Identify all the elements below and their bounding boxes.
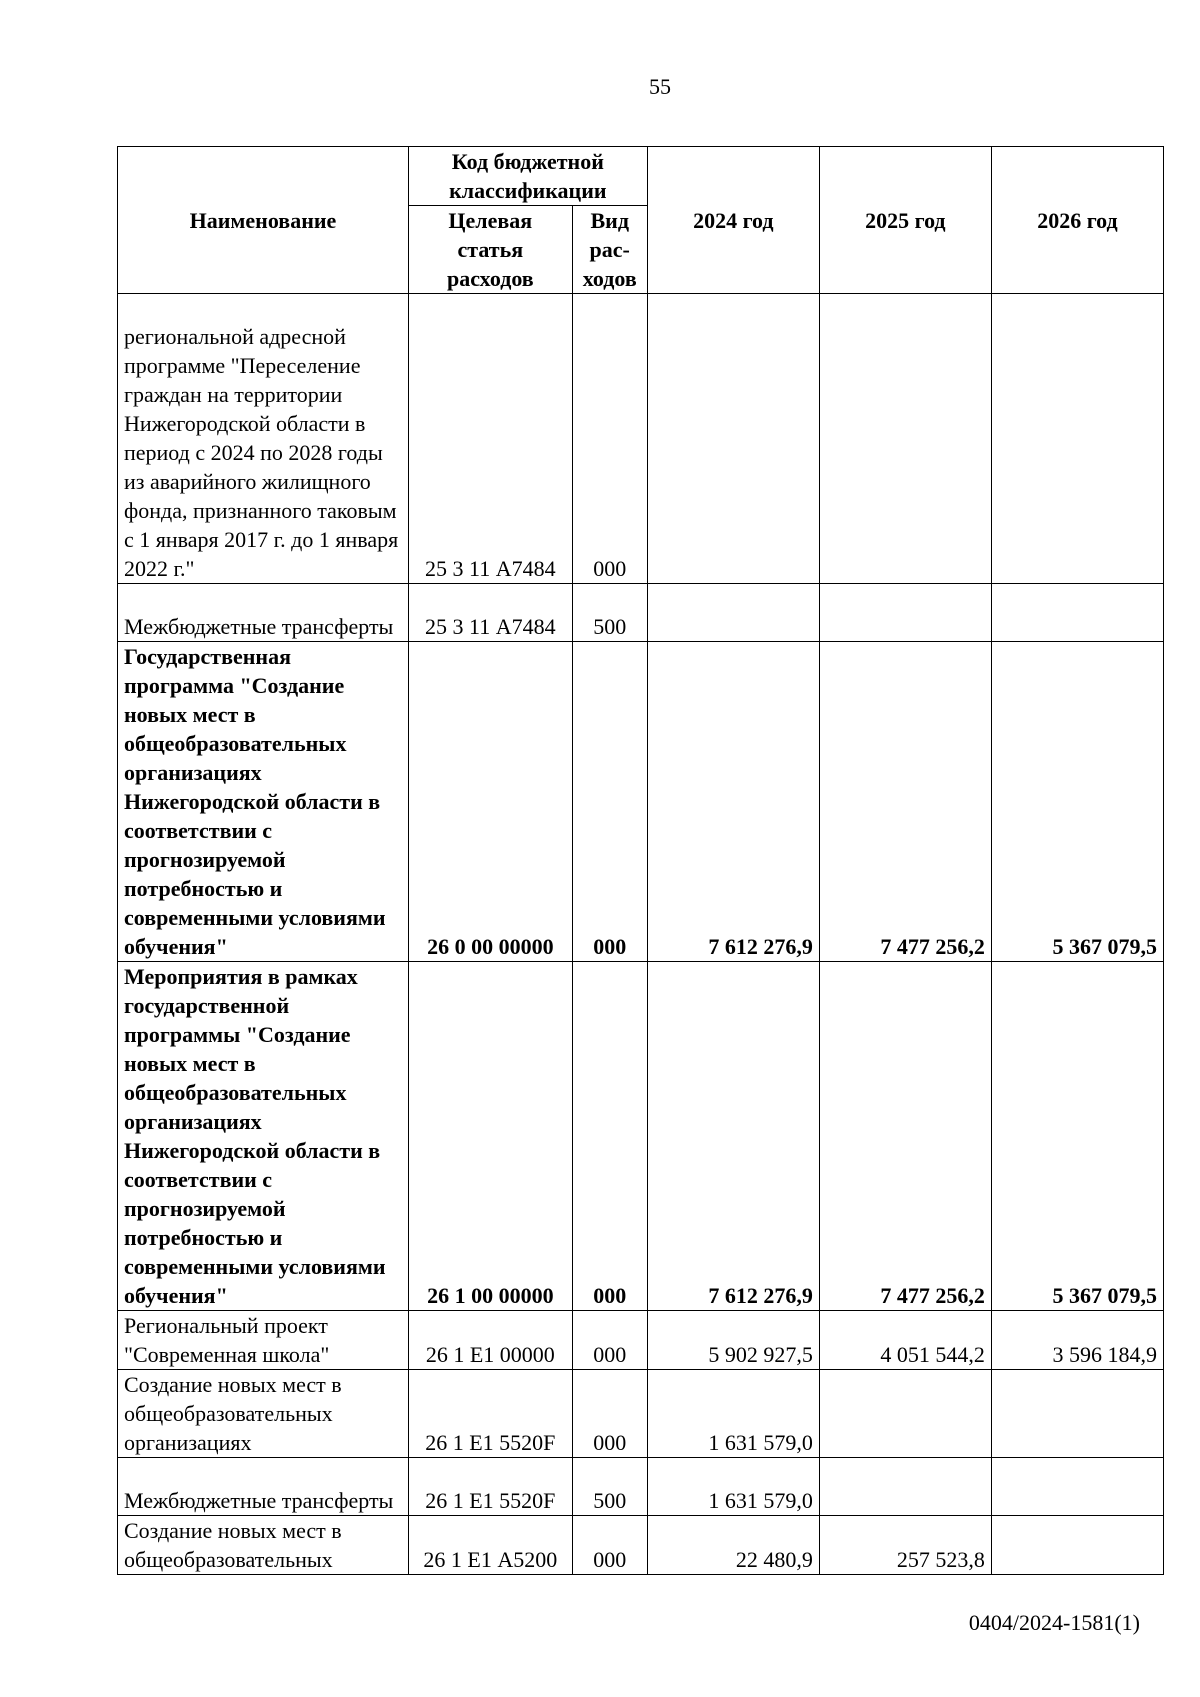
row-value-2026 (991, 1370, 1163, 1458)
header-target-article: Целевая статья расходов (408, 206, 572, 294)
row-name: Межбюджетные трансферты (118, 1458, 409, 1516)
row-target-article: 26 1 Е1 5520F (408, 1370, 572, 1458)
row-expense-type: 000 (572, 962, 647, 1311)
row-target-article: 26 1 Е1 00000 (408, 1311, 572, 1370)
table-row (118, 962, 1164, 1311)
row-value-2025 (819, 1370, 991, 1458)
header-year-2026: 2026 год (991, 147, 1163, 294)
row-name: Создание новых мест в общеобразовательных (118, 1516, 409, 1575)
header-expense-type: Вид рас-ходов (572, 206, 647, 294)
header-code-group: Код бюджетной классификации (408, 147, 647, 206)
row-value-2024: 7 612 276,9 (647, 642, 819, 962)
row-value-2025: 7 477 256,2 (819, 642, 991, 962)
row-name: Государственная программа "Создание новых мест в общеобразовательных организациях Нижегородской области в соответствии с прогнозируемой потребностью и современными условиями обучения" (118, 642, 409, 962)
row-expense-type: 500 (572, 1458, 647, 1516)
row-value-2024: 1 631 579,0 (647, 1458, 819, 1516)
row-expense-type: 500 (572, 584, 647, 642)
row-name: Региональный проект "Современная школа" (118, 1311, 409, 1370)
row-name: региональной адресной программе "Переселение граждан на территории Нижегородской области в период с 2024 по 2028 годы из аварийного жилищного фонда, признанного таковым с 1 января 2017 г. до 1 января 2022 г." (118, 294, 409, 584)
row-value-2026: 5 367 079,5 (991, 642, 1163, 962)
row-name: Мероприятия в рамках государственной программы "Создание новых мест в общеобразовательных организациях Нижегородской области в соответствии с прогнозируемой потребностью и современными условиями обучения" (118, 962, 409, 1311)
row-target-article: 25 3 11 А7484 (408, 584, 572, 642)
row-value-2025: 257 523,8 (819, 1516, 991, 1575)
row-expense-type: 000 (572, 1311, 647, 1370)
row-value-2026 (991, 294, 1163, 584)
page-number: 55 (649, 74, 671, 99)
row-value-2025 (819, 1458, 991, 1516)
row-value-2024: 7 612 276,9 (647, 962, 819, 1311)
row-name: Межбюджетные трансферты (118, 584, 409, 642)
row-value-2024: 5 902 927,5 (647, 1311, 819, 1370)
row-expense-type: 000 (572, 1370, 647, 1458)
row-value-2024: 1 631 579,0 (647, 1370, 819, 1458)
document-registration-code: 0404/2024-1581(1) (968, 1610, 1140, 1635)
row-expense-type: 000 (572, 1516, 647, 1575)
row-value-2026 (991, 1458, 1163, 1516)
row-value-2024 (647, 294, 819, 584)
row-target-article: 26 1 Е1 5520F (408, 1458, 572, 1516)
header-name: Наименование (118, 147, 409, 294)
table-row (118, 1370, 1164, 1458)
table-row (118, 642, 1164, 962)
row-value-2025 (819, 294, 991, 584)
row-expense-type: 000 (572, 642, 647, 962)
row-value-2025: 4 051 544,2 (819, 1311, 991, 1370)
table-header (118, 147, 1164, 294)
row-target-article: 26 0 00 00000 (408, 642, 572, 962)
row-value-2026: 3 596 184,9 (991, 1311, 1163, 1370)
header-year-2025: 2025 год (819, 147, 991, 294)
row-target-article: 26 1 Е1 А5200 (408, 1516, 572, 1575)
table-row (118, 584, 1164, 642)
row-target-article: 25 3 11 А7484 (408, 294, 572, 584)
table-row (118, 1311, 1164, 1370)
table-row (118, 294, 1164, 584)
table-row (118, 1458, 1164, 1516)
row-value-2026 (991, 1516, 1163, 1575)
table-row (118, 1516, 1164, 1575)
row-value-2025 (819, 584, 991, 642)
row-value-2026: 5 367 079,5 (991, 962, 1163, 1311)
row-expense-type: 000 (572, 294, 647, 584)
row-name: Создание новых мест в общеобразовательных организациях (118, 1370, 409, 1458)
row-value-2025: 7 477 256,2 (819, 962, 991, 1311)
row-value-2024: 22 480,9 (647, 1516, 819, 1575)
budget-table (117, 146, 1164, 1575)
row-value-2024 (647, 584, 819, 642)
row-value-2026 (991, 584, 1163, 642)
header-year-2024: 2024 год (647, 147, 819, 294)
row-target-article: 26 1 00 00000 (408, 962, 572, 1311)
